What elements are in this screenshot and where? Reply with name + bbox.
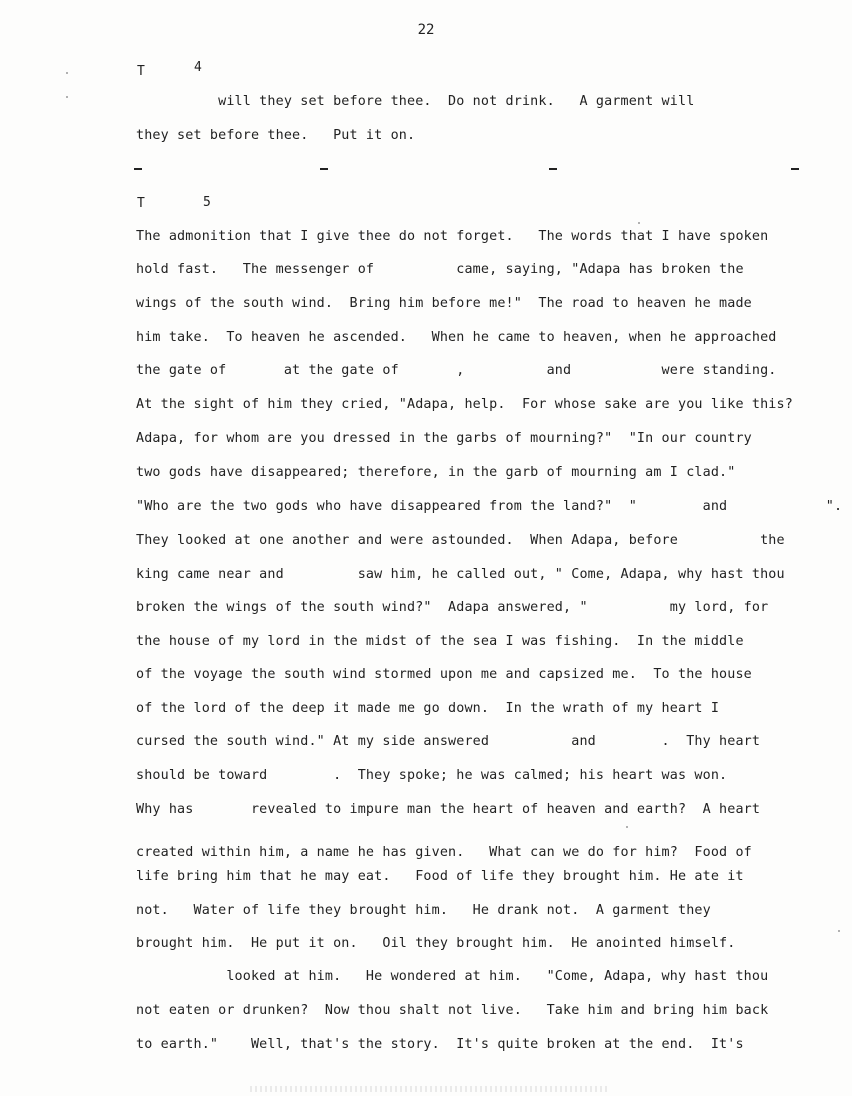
dash-mark (134, 168, 142, 170)
dash-mark (320, 168, 328, 170)
text-line: looked at him. He wondered at him. "Come, Adapa, why hast thou (136, 969, 769, 984)
text-line: to earth." Well, that's the story. It's quite broken at the end. It's (136, 1037, 744, 1052)
section-marker-number: 4 (194, 60, 202, 75)
text-line: broken the wings of the south wind?" Adapa answered, " my lord, for (136, 600, 769, 615)
text-line: not eaten or drunken? Now thou shalt not live. Take him and bring him back (136, 1003, 769, 1018)
section-marker-letter: T (137, 64, 145, 79)
text-line: they set before thee. Put it on. (136, 128, 416, 143)
text-line: the gate of at the gate of , and were standing. (136, 363, 777, 378)
section-marker-letter: T (137, 196, 145, 211)
text-line: of the voyage the south wind stormed upon me and capsized me. To the house (136, 667, 752, 682)
section-marker-number: 5 (203, 195, 211, 210)
text-line: hold fast. The messenger of came, saying, "Adapa has broken the (136, 262, 744, 277)
text-line: of the lord of the deep it made me go down. In the wrath of my heart I (136, 701, 720, 716)
text-line: king came near and saw him, he called out, " Come, Adapa, why hast thou (136, 567, 785, 582)
text-line: The admonition that I give thee do not forget. The words that I have spoken (136, 229, 769, 244)
text-line: created within him, a name he has given. What can we do for him? Food of (136, 845, 752, 860)
text-line: not. Water of life they brought him. He drank not. A garment they (136, 903, 711, 918)
text-line: two gods have disappeared; therefore, in the garb of mourning am I clad." (136, 465, 736, 480)
text-line: should be toward . They spoke; he was calmed; his heart was won. (136, 768, 728, 783)
text-line: "Who are the two gods who have disappeared from the land?" " and ". (136, 499, 843, 514)
text-line: Why has revealed to impure man the heart of heaven and earth? A heart (136, 802, 761, 817)
text-line: the house of my lord in the midst of the sea I was fishing. In the middle (136, 634, 744, 649)
dash-mark (549, 168, 557, 170)
text-line: cursed the south wind." At my side answered and . Thy heart (136, 734, 761, 749)
text-line: will they set before thee. Do not drink. A garment will (136, 94, 695, 109)
dash-mark (791, 168, 799, 170)
scan-smudge (250, 1086, 610, 1092)
paper-speck (66, 96, 68, 98)
text-line: Adapa, for whom are you dressed in the garbs of mourning?" "In our country (136, 431, 752, 446)
text-line: life bring him that he may eat. Food of life they brought him. He ate it (136, 869, 744, 884)
paper-speck (638, 222, 640, 224)
page-number: 22 (417, 22, 435, 38)
text-line: They looked at one another and were astounded. When Adapa, before the (136, 533, 785, 548)
text-line: wings of the south wind. Bring him before me!" The road to heaven he made (136, 296, 752, 311)
paper-speck (838, 930, 840, 932)
text-line: brought him. He put it on. Oil they brought him. He anointed himself. (136, 936, 736, 951)
text-line: At the sight of him they cried, "Adapa, help. For whose sake are you like this? (136, 397, 793, 412)
paper-speck (66, 72, 68, 74)
paper-speck (626, 826, 628, 828)
text-line: him take. To heaven he ascended. When he came to heaven, when he approached (136, 330, 777, 345)
